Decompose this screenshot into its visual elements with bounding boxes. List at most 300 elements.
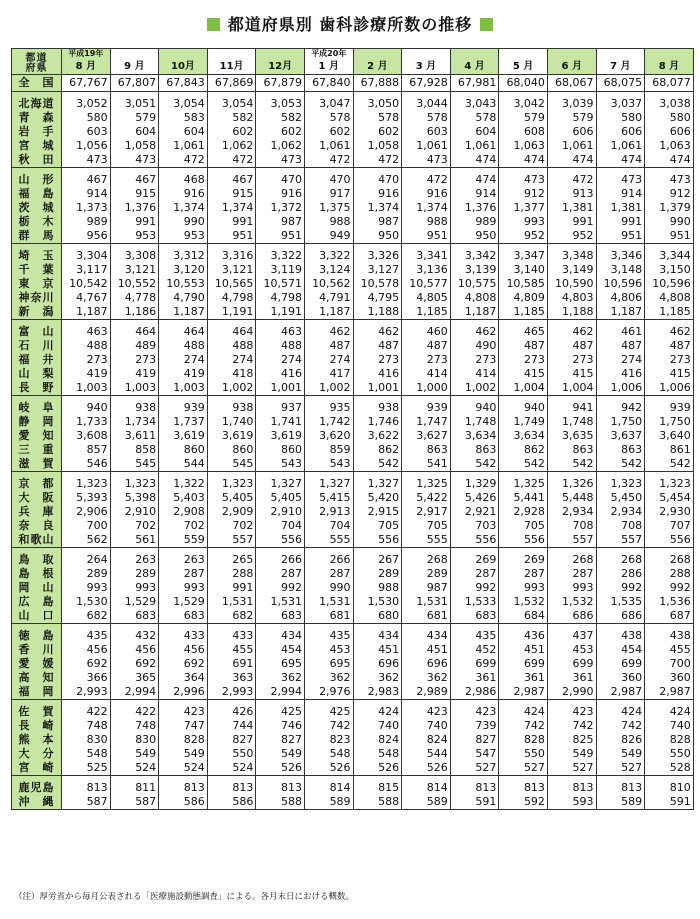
value-cell: 692: [62, 657, 111, 671]
table-row: [12, 700, 694, 720]
pref-name-cell: 福 井: [12, 353, 62, 367]
value-cell: 423: [159, 700, 208, 720]
value-cell: 740: [353, 719, 402, 733]
value-cell: 3,052: [62, 92, 111, 112]
value-cell: 527: [547, 761, 596, 776]
value-cell: 1,000: [402, 381, 451, 396]
value-cell: 951: [207, 229, 256, 244]
value-cell: 467: [110, 168, 159, 188]
value-cell: 937: [256, 396, 305, 416]
value-cell: 991: [207, 581, 256, 595]
value-cell: 1,535: [596, 595, 645, 609]
pref-name-cell: 青 森: [12, 111, 62, 125]
value-cell: 863: [547, 443, 596, 457]
value-cell: 472: [207, 153, 256, 168]
value-cell: 557: [547, 533, 596, 548]
month-header-cell: [353, 49, 402, 75]
value-cell: 603: [402, 125, 451, 139]
value-cell: 702: [207, 519, 256, 533]
value-cell: 470: [256, 168, 305, 188]
value-cell: 490: [450, 339, 499, 353]
month-header-cell: [499, 49, 548, 75]
table-row: [12, 263, 694, 277]
value-cell: 487: [499, 339, 548, 353]
value-cell: 606: [596, 125, 645, 139]
pref-name-cell: 京 都: [12, 472, 62, 492]
value-cell: 434: [353, 624, 402, 644]
table-row: [12, 761, 694, 776]
value-cell: 2,917: [402, 505, 451, 519]
value-cell: 1,327: [256, 472, 305, 492]
value-cell: 602: [256, 125, 305, 139]
value-cell: 683: [159, 609, 208, 624]
table-row: [12, 367, 694, 381]
value-cell: 3,322: [256, 244, 305, 264]
table-row-total: [12, 75, 694, 92]
value-cell: 814: [402, 776, 451, 796]
value-cell: 2,986: [450, 685, 499, 700]
value-cell: 682: [62, 609, 111, 624]
pref-name-cell: 島 根: [12, 567, 62, 581]
value-cell: 951: [402, 229, 451, 244]
table-row: [12, 643, 694, 657]
value-cell: 432: [110, 624, 159, 644]
value-cell: 2,990: [547, 685, 596, 700]
value-cell: 917: [304, 187, 353, 201]
value-cell: 454: [256, 643, 305, 657]
value-cell: 992: [596, 581, 645, 595]
value-cell: 556: [256, 533, 305, 548]
pref-name-cell: 山 梨: [12, 367, 62, 381]
value-cell: 68,067: [547, 75, 596, 92]
table-row: [12, 472, 694, 492]
value-cell: 361: [450, 671, 499, 685]
value-cell: 273: [645, 353, 694, 367]
value-cell: 360: [645, 671, 694, 685]
month-header-cell: [256, 49, 305, 75]
value-cell: 464: [207, 320, 256, 340]
value-cell: 916: [353, 187, 402, 201]
month-label: 2 月: [367, 61, 388, 72]
value-cell: 1,056: [62, 139, 111, 153]
value-cell: 603: [62, 125, 111, 139]
value-cell: 1,747: [402, 415, 451, 429]
value-cell: 699: [499, 657, 548, 671]
value-cell: 455: [207, 643, 256, 657]
pref-name-cell: 全 国: [12, 75, 62, 92]
value-cell: 2,910: [256, 505, 305, 519]
value-cell: 68,075: [596, 75, 645, 92]
value-cell: 263: [110, 548, 159, 568]
value-cell: 683: [450, 609, 499, 624]
value-cell: 542: [450, 457, 499, 472]
value-cell: 289: [62, 567, 111, 581]
value-cell: 859: [304, 443, 353, 457]
value-cell: 1,188: [547, 305, 596, 320]
value-cell: 992: [645, 581, 694, 595]
year-label: 平成20年: [311, 49, 347, 58]
value-cell: 705: [353, 519, 402, 533]
value-cell: 473: [499, 168, 548, 188]
pref-name-cell: 石 川: [12, 339, 62, 353]
value-cell: 586: [159, 795, 208, 810]
value-cell: 550: [645, 747, 694, 761]
value-cell: 556: [353, 533, 402, 548]
value-cell: 1,003: [62, 381, 111, 396]
value-cell: 695: [304, 657, 353, 671]
value-cell: 3,149: [547, 263, 596, 277]
value-cell: 550: [499, 747, 548, 761]
pref-name-cell: 熊 本: [12, 733, 62, 747]
value-cell: 593: [547, 795, 596, 810]
value-cell: 426: [207, 700, 256, 720]
value-cell: 1,004: [547, 381, 596, 396]
value-cell: 987: [353, 215, 402, 229]
value-cell: 5,441: [499, 491, 548, 505]
value-cell: 463: [62, 320, 111, 340]
value-cell: 362: [256, 671, 305, 685]
value-cell: 418: [207, 367, 256, 381]
green-square-icon: [207, 18, 220, 31]
value-cell: 474: [645, 153, 694, 168]
value-cell: 362: [353, 671, 402, 685]
pref-name-cell: 愛 知: [12, 429, 62, 443]
value-cell: 1,329: [450, 472, 499, 492]
value-cell: 3,322: [304, 244, 353, 264]
value-cell: 916: [402, 187, 451, 201]
value-cell: 425: [304, 700, 353, 720]
table-row: [12, 533, 694, 548]
value-cell: 3,124: [304, 263, 353, 277]
value-cell: 828: [159, 733, 208, 747]
value-cell: 1,001: [353, 381, 402, 396]
value-cell: 2,987: [499, 685, 548, 700]
value-cell: 472: [304, 153, 353, 168]
value-cell: 1,740: [207, 415, 256, 429]
value-cell: 1,063: [499, 139, 548, 153]
value-cell: 951: [596, 229, 645, 244]
value-cell: 987: [402, 581, 451, 595]
value-cell: 744: [207, 719, 256, 733]
value-cell: 526: [402, 761, 451, 776]
value-cell: 991: [207, 215, 256, 229]
value-cell: 951: [645, 229, 694, 244]
value-cell: 705: [402, 519, 451, 533]
value-cell: 587: [62, 795, 111, 810]
pref-name-cell: 埼 玉: [12, 244, 62, 264]
value-cell: 826: [596, 733, 645, 747]
value-cell: 604: [450, 125, 499, 139]
value-cell: 1,323: [62, 472, 111, 492]
value-cell: 1,531: [207, 595, 256, 609]
value-cell: 419: [110, 367, 159, 381]
value-cell: 455: [645, 643, 694, 657]
table-row: [12, 381, 694, 396]
month-header-cell: [645, 49, 694, 75]
value-cell: 740: [402, 719, 451, 733]
value-cell: 424: [499, 700, 548, 720]
value-cell: 708: [547, 519, 596, 533]
value-cell: 415: [547, 367, 596, 381]
value-cell: 591: [645, 795, 694, 810]
value-cell: 1,746: [353, 415, 402, 429]
value-cell: 360: [596, 671, 645, 685]
value-cell: 587: [110, 795, 159, 810]
value-cell: 1,006: [645, 381, 694, 396]
value-cell: 470: [304, 168, 353, 188]
value-cell: 2,908: [159, 505, 208, 519]
value-cell: 2,921: [450, 505, 499, 519]
value-cell: 1,374: [353, 201, 402, 215]
value-cell: 361: [547, 671, 596, 685]
value-cell: 462: [547, 320, 596, 340]
value-cell: 813: [256, 776, 305, 796]
value-cell: 580: [596, 111, 645, 125]
value-cell: 2,930: [645, 505, 694, 519]
table-row: [12, 111, 694, 125]
value-cell: 2,910: [110, 505, 159, 519]
value-cell: 3,627: [402, 429, 451, 443]
value-cell: 1,325: [402, 472, 451, 492]
value-cell: 273: [402, 353, 451, 367]
pref-name-cell: 香 川: [12, 643, 62, 657]
value-cell: 423: [402, 700, 451, 720]
table-row: [12, 595, 694, 609]
value-cell: 5,426: [450, 491, 499, 505]
value-cell: 437: [547, 624, 596, 644]
value-cell: 487: [596, 339, 645, 353]
value-cell: 274: [596, 353, 645, 367]
table-row: [12, 339, 694, 353]
value-cell: 362: [304, 671, 353, 685]
value-cell: 814: [304, 776, 353, 796]
value-cell: 828: [499, 733, 548, 747]
value-cell: 860: [159, 443, 208, 457]
table-row: [12, 396, 694, 416]
value-cell: 3,150: [645, 263, 694, 277]
value-cell: 916: [256, 187, 305, 201]
value-cell: 363: [207, 671, 256, 685]
table-row: [12, 201, 694, 215]
value-cell: 988: [304, 215, 353, 229]
value-cell: 3,043: [450, 92, 499, 112]
value-cell: 1,376: [110, 201, 159, 215]
pref-name-cell: 山 形: [12, 168, 62, 188]
value-cell: 938: [353, 396, 402, 416]
value-cell: 815: [353, 776, 402, 796]
value-cell: 2,993: [62, 685, 111, 700]
value-cell: 4,790: [159, 291, 208, 305]
value-cell: 4,795: [353, 291, 402, 305]
value-cell: 1,381: [596, 201, 645, 215]
value-cell: 366: [62, 671, 111, 685]
value-cell: 953: [110, 229, 159, 244]
value-cell: 578: [402, 111, 451, 125]
value-cell: 4,808: [450, 291, 499, 305]
value-cell: 487: [353, 339, 402, 353]
value-cell: 3,054: [159, 92, 208, 112]
value-cell: 1,530: [62, 595, 111, 609]
value-cell: 362: [402, 671, 451, 685]
value-cell: 462: [645, 320, 694, 340]
value-cell: 3,120: [159, 263, 208, 277]
value-cell: 3,051: [110, 92, 159, 112]
table-row: [12, 624, 694, 644]
pref-name-cell: 岡 山: [12, 581, 62, 595]
value-cell: 990: [304, 581, 353, 595]
value-cell: 956: [62, 229, 111, 244]
month-label: 5 月: [512, 61, 534, 72]
month-label: 11月: [219, 61, 244, 72]
value-cell: 524: [110, 761, 159, 776]
value-cell: 268: [645, 548, 694, 568]
table-row: [12, 491, 694, 505]
pref-name-cell: 佐 賀: [12, 700, 62, 720]
value-cell: 828: [645, 733, 694, 747]
value-cell: 699: [596, 657, 645, 671]
pref-name-cell: 大 分: [12, 747, 62, 761]
value-cell: 67,879: [256, 75, 305, 92]
value-cell: 3,312: [159, 244, 208, 264]
pref-name-cell: 鹿児島: [12, 776, 62, 796]
value-cell: 4,805: [402, 291, 451, 305]
value-cell: 549: [159, 747, 208, 761]
value-cell: 1,536: [645, 595, 694, 609]
value-cell: 474: [499, 153, 548, 168]
value-cell: 3,136: [402, 263, 451, 277]
value-cell: 4,808: [645, 291, 694, 305]
month-header-cell: [402, 49, 451, 75]
pref-name-cell: 秋 田: [12, 153, 62, 168]
value-cell: 274: [207, 353, 256, 367]
value-cell: 462: [450, 320, 499, 340]
value-cell: 287: [499, 567, 548, 581]
value-cell: 460: [402, 320, 451, 340]
value-cell: 67,843: [159, 75, 208, 92]
value-cell: 3,117: [62, 263, 111, 277]
value-cell: 287: [547, 567, 596, 581]
table-row: [12, 519, 694, 533]
value-cell: 473: [256, 153, 305, 168]
value-cell: 549: [596, 747, 645, 761]
value-cell: 1,187: [62, 305, 111, 320]
value-cell: 1,061: [450, 139, 499, 153]
pref-name-cell: 鳥 取: [12, 548, 62, 568]
value-cell: 463: [256, 320, 305, 340]
value-cell: 556: [645, 533, 694, 548]
pref-name-cell: 大 阪: [12, 491, 62, 505]
value-cell: 746: [256, 719, 305, 733]
value-cell: 5,448: [547, 491, 596, 505]
value-cell: 813: [547, 776, 596, 796]
value-cell: 269: [499, 548, 548, 568]
pref-name-cell: 三 重: [12, 443, 62, 457]
value-cell: 474: [547, 153, 596, 168]
year-label: [111, 49, 159, 59]
page-title: [0, 12, 700, 35]
pref-header-line: 府県: [25, 63, 48, 74]
value-cell: 580: [62, 111, 111, 125]
value-cell: 288: [645, 567, 694, 581]
value-cell: 549: [110, 747, 159, 761]
value-cell: 707: [645, 519, 694, 533]
value-cell: 438: [596, 624, 645, 644]
value-cell: 602: [207, 125, 256, 139]
value-cell: 287: [450, 567, 499, 581]
value-cell: 3,304: [62, 244, 111, 264]
value-cell: 1,001: [256, 381, 305, 396]
month-header-cell: [596, 49, 645, 75]
value-cell: 1,188: [353, 305, 402, 320]
value-cell: 5,405: [207, 491, 256, 505]
value-cell: 591: [450, 795, 499, 810]
pref-name-cell: 栃 木: [12, 215, 62, 229]
value-cell: 680: [353, 609, 402, 624]
value-cell: 830: [62, 733, 111, 747]
value-cell: 696: [402, 657, 451, 671]
value-cell: 939: [159, 396, 208, 416]
value-cell: 3,139: [450, 263, 499, 277]
value-cell: 456: [110, 643, 159, 657]
table-row: [12, 291, 694, 305]
value-cell: 416: [256, 367, 305, 381]
value-cell: 274: [256, 353, 305, 367]
value-cell: 462: [353, 320, 402, 340]
value-cell: 941: [547, 396, 596, 416]
value-cell: 1,374: [402, 201, 451, 215]
value-cell: 287: [159, 567, 208, 581]
value-cell: 940: [62, 396, 111, 416]
value-cell: 526: [353, 761, 402, 776]
value-cell: 993: [62, 581, 111, 595]
value-cell: 830: [110, 733, 159, 747]
value-cell: 3,121: [110, 263, 159, 277]
value-cell: 684: [499, 609, 548, 624]
value-cell: 67,928: [402, 75, 451, 92]
value-cell: 4,806: [596, 291, 645, 305]
value-cell: 683: [256, 609, 305, 624]
month-label: 4 月: [464, 61, 485, 72]
table-row: [12, 719, 694, 733]
value-cell: 435: [304, 624, 353, 644]
value-cell: 858: [110, 443, 159, 457]
value-cell: 863: [596, 443, 645, 457]
table-row: [12, 187, 694, 201]
value-cell: 589: [596, 795, 645, 810]
value-cell: 4,798: [256, 291, 305, 305]
pref-name-cell: 静 岡: [12, 415, 62, 429]
value-cell: 273: [110, 353, 159, 367]
value-cell: 3,346: [596, 244, 645, 264]
value-cell: 952: [547, 229, 596, 244]
table-row: [12, 581, 694, 595]
value-cell: 3,038: [645, 92, 694, 112]
value-cell: 68,040: [499, 75, 548, 92]
value-cell: 526: [256, 761, 305, 776]
value-cell: 422: [110, 700, 159, 720]
value-cell: 489: [110, 339, 159, 353]
value-cell: 472: [547, 168, 596, 188]
table-row: [12, 92, 694, 112]
table-row: [12, 609, 694, 624]
value-cell: 524: [159, 761, 208, 776]
value-cell: 1,061: [596, 139, 645, 153]
value-cell: 1,733: [62, 415, 111, 429]
value-cell: 823: [304, 733, 353, 747]
value-cell: 453: [304, 643, 353, 657]
value-cell: 703: [450, 519, 499, 533]
year-label: [159, 49, 207, 59]
